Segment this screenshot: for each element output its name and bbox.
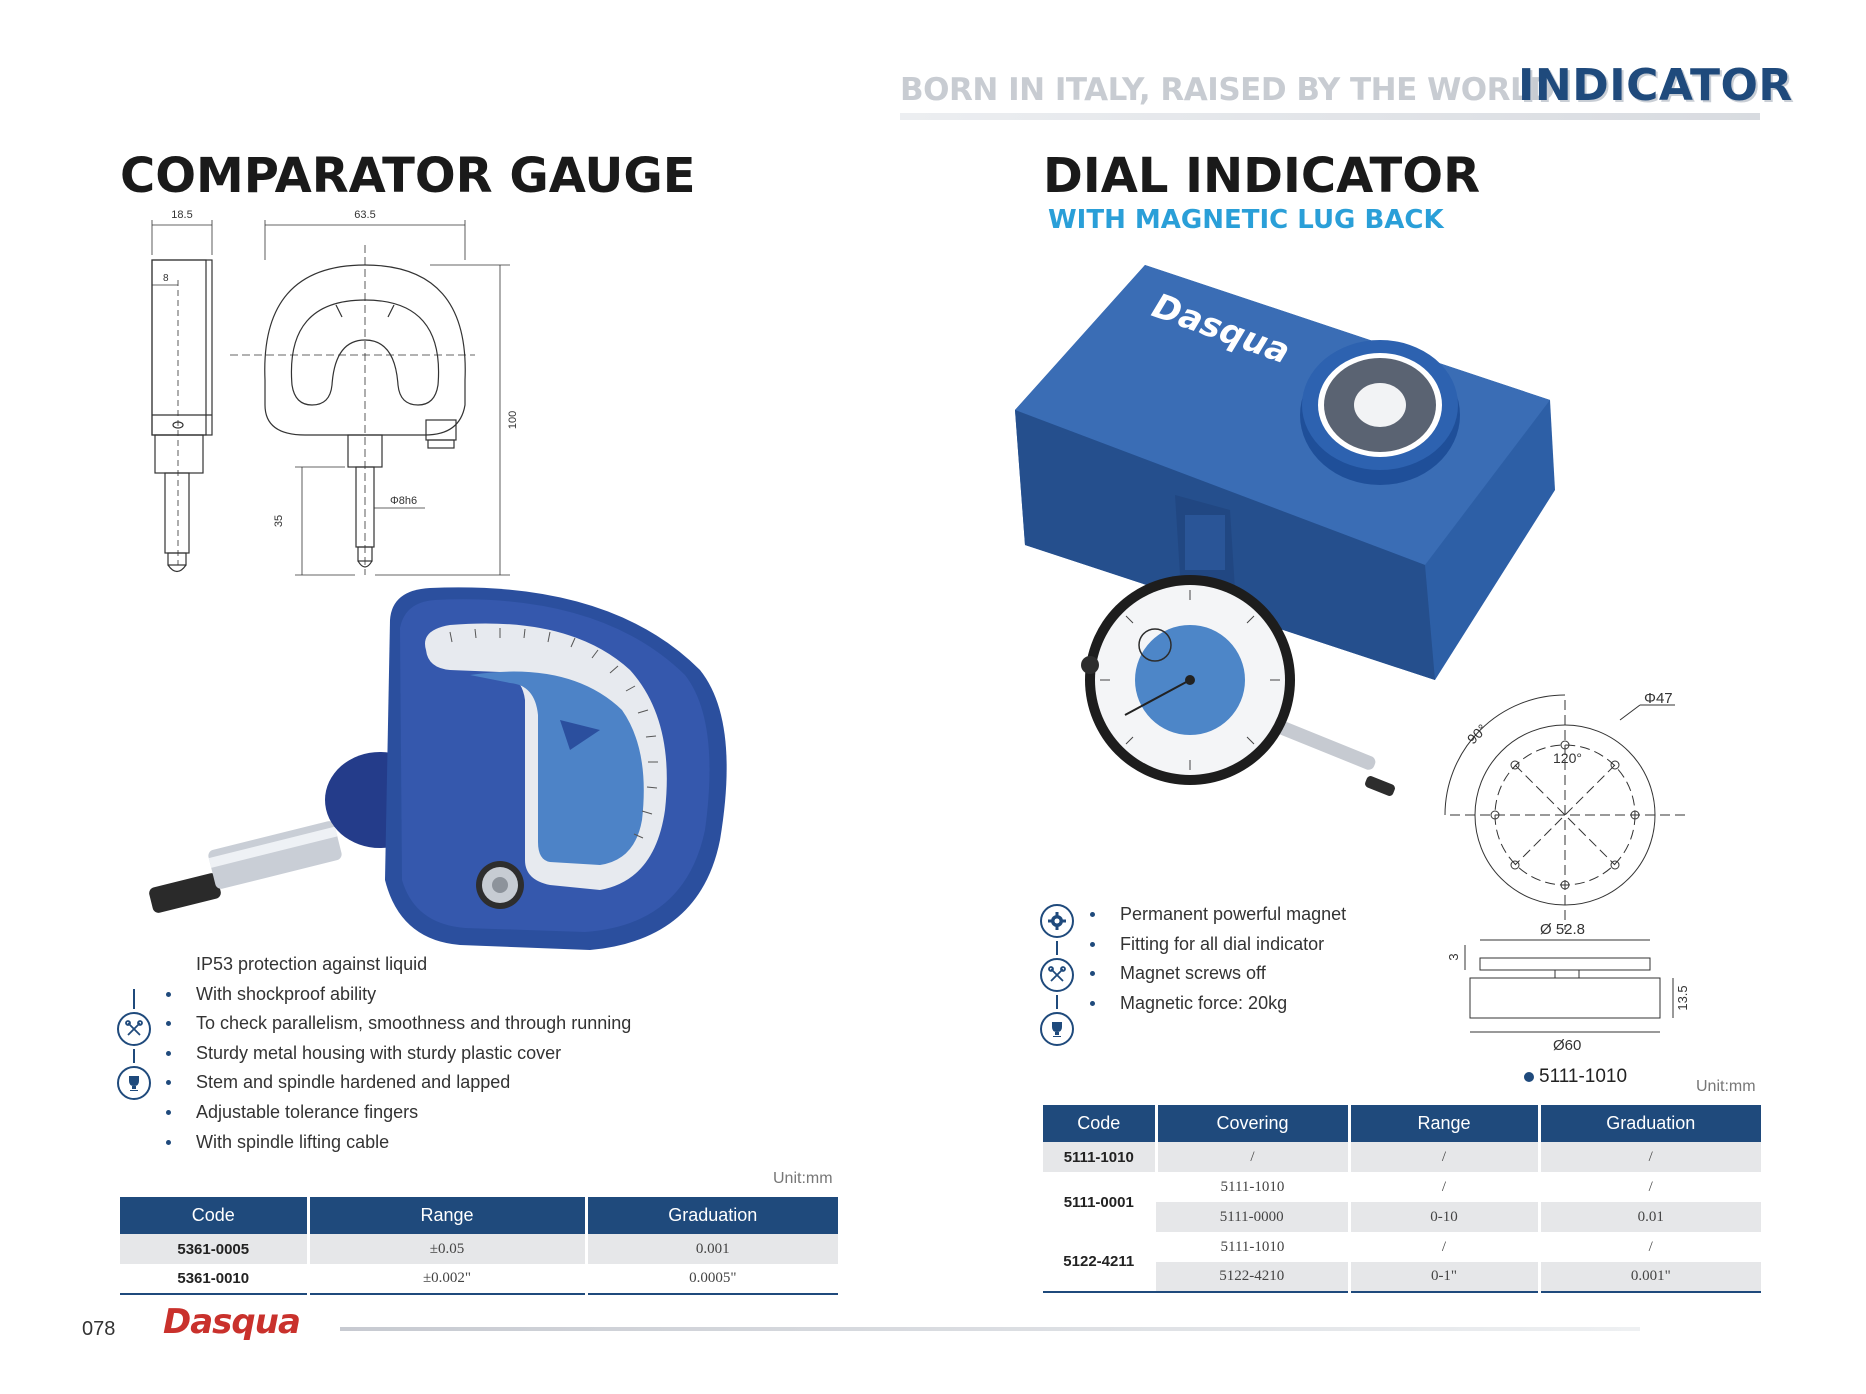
feature-item: Permanent powerful magnet <box>1090 900 1346 930</box>
table-row <box>1043 1232 1761 1262</box>
cell-range: / <box>1349 1172 1539 1202</box>
cell-code: 5111-1010 <box>1043 1142 1156 1172</box>
model-bullet-icon <box>1524 1072 1534 1082</box>
icon-connector <box>1056 995 1058 1009</box>
height-3-label: 3 <box>1446 953 1461 961</box>
comparator-gauge-product-image <box>130 580 740 960</box>
left-feature-icons <box>117 986 151 1100</box>
angle-120-label: 120° <box>1553 750 1582 766</box>
table-row <box>120 1234 838 1264</box>
tools-icon <box>117 1012 151 1046</box>
col-graduation: Graduation <box>586 1197 838 1234</box>
dial-indicator-feature-list <box>1090 900 1346 1018</box>
dial-indicator-subtitle: WITH MAGNETIC LUG BACK <box>1048 205 1444 235</box>
cell-graduation: / <box>1539 1142 1761 1172</box>
dim-stem-dia-label: Φ8h6 <box>390 495 418 507</box>
tools-icon <box>1040 958 1074 992</box>
dia-52-8-label: Ø 52.8 <box>1540 921 1586 938</box>
magnet-technical-drawing <box>1435 690 1765 1085</box>
icon-connector <box>133 1049 135 1063</box>
cell-graduation: 0.001" <box>1539 1262 1761 1292</box>
model-label <box>1524 1066 1627 1088</box>
gear-icon <box>1040 904 1074 938</box>
cell-covering: / <box>1156 1142 1349 1172</box>
cell-covering: 5111-1010 <box>1156 1232 1349 1262</box>
cell-covering: 5111-1010 <box>1156 1172 1349 1202</box>
cell-code: 5111-0001 <box>1043 1172 1156 1232</box>
feature-item: With spindle lifting cable <box>166 1128 631 1158</box>
right-feature-icons <box>1040 904 1074 1046</box>
col-code: Code <box>1043 1105 1156 1142</box>
dim-18-5-label: 18.5 <box>171 209 193 221</box>
right-unit-label: Unit:mm <box>1696 1078 1756 1095</box>
feature-item: With shockproof ability <box>166 980 631 1010</box>
dial-indicator-spec-table <box>1043 1105 1761 1293</box>
dial-indicator-title: DIAL INDICATOR <box>1043 148 1481 204</box>
dim-100-label: 100 <box>507 410 519 430</box>
feature-item: Stem and spindle hardened and lapped <box>166 1068 631 1098</box>
cell-code: 5122-4211 <box>1043 1232 1156 1292</box>
comparator-spec-table <box>120 1197 838 1295</box>
dia-60-label: Ø60 <box>1553 1037 1582 1054</box>
header-tagline: BORN IN ITALY, RAISED BY THE WORLD <box>900 72 1555 108</box>
icon-connector <box>1056 941 1058 955</box>
cell-graduation: 0.0005" <box>586 1264 838 1294</box>
feature-item: To check parallelism, smoothness and through running <box>166 1009 631 1039</box>
cell-range: / <box>1349 1232 1539 1262</box>
section-title: INDICATOR <box>1518 60 1793 111</box>
col-range: Range <box>308 1197 586 1234</box>
left-unit-label: Unit:mm <box>773 1170 833 1187</box>
feature-item: Sturdy metal housing with sturdy plastic cover <box>166 1039 631 1069</box>
table-header-row <box>1043 1105 1761 1142</box>
comparator-feature-list <box>166 950 631 1157</box>
trophy-icon <box>1040 1012 1074 1046</box>
dim-8-label: 8 <box>163 273 169 284</box>
feature-item: Fitting for all dial indicator <box>1090 930 1346 960</box>
cell-covering: 5111-0000 <box>1156 1202 1349 1232</box>
col-range: Range <box>1349 1105 1539 1142</box>
footer-divider <box>340 1327 1640 1331</box>
table-header-row <box>120 1197 838 1234</box>
comparator-gauge-title: COMPARATOR GAUGE <box>120 148 696 204</box>
table-row <box>1043 1172 1761 1202</box>
feature-item: Adjustable tolerance fingers <box>166 1098 631 1128</box>
cell-graduation: / <box>1539 1232 1761 1262</box>
cell-range: ±0.05 <box>308 1234 586 1264</box>
dia-47-label: Φ47 <box>1644 690 1673 707</box>
cell-graduation: / <box>1539 1172 1761 1202</box>
col-graduation: Graduation <box>1539 1105 1761 1142</box>
cell-covering: 5122-4210 <box>1156 1262 1349 1292</box>
comparator-technical-drawing <box>130 205 550 595</box>
model-code: 5111-1010 <box>1539 1066 1628 1087</box>
dim-63-5-label: 63.5 <box>354 209 376 221</box>
cell-range: ±0.002" <box>308 1264 586 1294</box>
angle-90-label: 90° <box>1463 720 1491 748</box>
header-divider <box>900 113 1760 120</box>
dim-35-label: 35 <box>273 514 285 528</box>
icon-connector <box>133 989 135 1009</box>
table-row <box>1043 1142 1761 1172</box>
trophy-icon <box>117 1066 151 1100</box>
brand-logo: Dasqua <box>163 1302 300 1342</box>
col-covering: Covering <box>1156 1105 1349 1142</box>
feature-item: Magnetic force: 20kg <box>1090 989 1346 1019</box>
page-number: 078 <box>82 1318 116 1340</box>
cell-code: 5361-0010 <box>120 1264 308 1294</box>
feature-item: Magnet screws off <box>1090 959 1346 989</box>
cell-range: 0-1" <box>1349 1262 1539 1292</box>
feature-item: IP53 protection against liquid <box>196 954 428 974</box>
cell-range: / <box>1349 1142 1539 1172</box>
cell-graduation: 0.01 <box>1539 1202 1761 1232</box>
cell-code: 5361-0005 <box>120 1234 308 1264</box>
cell-range: 0-10 <box>1349 1202 1539 1232</box>
height-13-5-label: 13.5 <box>1675 985 1690 1011</box>
col-code: Code <box>120 1197 308 1234</box>
case-brand-text: Dasqua <box>1146 285 1295 373</box>
table-row <box>120 1264 838 1294</box>
cell-graduation: 0.001 <box>586 1234 838 1264</box>
